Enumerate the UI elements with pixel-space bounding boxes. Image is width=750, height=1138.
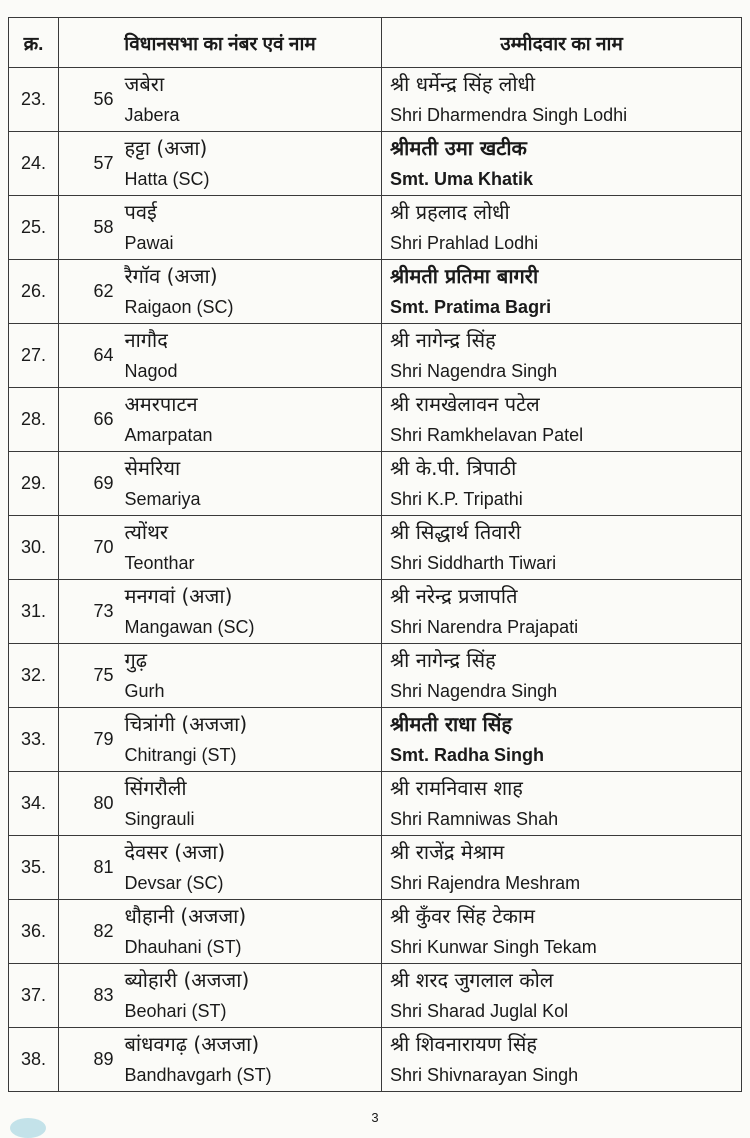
serial-number: 38. (9, 1028, 59, 1092)
constituency-name-english: Mangawan (SC) (124, 616, 255, 637)
candidate-name (382, 1028, 742, 1092)
constituency-name-english: Bandhavgarh (ST) (124, 1064, 272, 1085)
constituency-number: 79 (59, 708, 120, 772)
constituency-number: 66 (59, 388, 120, 452)
candidate-name-hindi: श्री राजेंद्र मेश्राम (390, 839, 505, 864)
table-row (9, 68, 742, 132)
candidate-name (382, 900, 742, 964)
table-row (9, 324, 742, 388)
candidate-name (382, 516, 742, 580)
candidate-name-english: Smt. Pratima Bagri (390, 296, 552, 317)
candidate-name-english: Shri Dharmendra Singh Lodhi (390, 104, 628, 125)
candidate-name-english: Shri Nagendra Singh (390, 360, 558, 381)
candidate-name-english: Shri K.P. Tripathi (390, 488, 523, 509)
table-row (9, 900, 742, 964)
candidate-list-table (8, 17, 742, 1092)
candidate-name-hindi: श्री सिद्धार्थ तिवारी (390, 519, 521, 544)
serial-number: 28. (9, 388, 59, 452)
constituency-name (120, 324, 382, 388)
constituency-name-hindi: पवई (124, 199, 157, 224)
table-row (9, 836, 742, 900)
constituency-number: 81 (59, 836, 120, 900)
candidate-name (382, 580, 742, 644)
candidate-name-hindi: श्री धर्मेन्द्र सिंह लोधी (390, 71, 536, 96)
candidate-name-hindi: श्री रामनिवास शाह (390, 775, 523, 800)
constituency-name-hindi: सेमरिया (124, 455, 181, 480)
candidate-name-english: Smt. Uma Khatik (390, 168, 534, 189)
serial-number: 35. (9, 836, 59, 900)
serial-number: 27. (9, 324, 59, 388)
constituency-name (120, 132, 382, 196)
constituency-name-english: Raigaon (SC) (124, 296, 234, 317)
constituency-name-hindi: त्योंथर (124, 519, 169, 544)
table-header-row (9, 18, 742, 68)
candidate-name-hindi: श्रीमती राधा सिंह (390, 711, 512, 736)
constituency-name (120, 964, 382, 1028)
constituency-name-english: Singrauli (124, 808, 195, 829)
constituency-name-english: Chitrangi (ST) (124, 744, 237, 765)
constituency-number: 56 (59, 68, 120, 132)
constituency-name-hindi: अमरपाटन (124, 391, 198, 416)
candidate-name-hindi: श्री नरेन्द्र प्रजापति (390, 583, 518, 608)
serial-number: 36. (9, 900, 59, 964)
serial-number: 31. (9, 580, 59, 644)
table-row (9, 260, 742, 324)
table-row (9, 196, 742, 260)
constituency-name-english: Dhauhani (ST) (124, 936, 242, 957)
candidate-name (382, 132, 742, 196)
candidate-name (382, 388, 742, 452)
candidate-name-hindi: श्री शरद जुगलाल कोल (390, 967, 554, 992)
constituency-name-english: Semariya (124, 488, 201, 509)
constituency-name-english: Amarpatan (124, 424, 213, 445)
candidate-name (382, 708, 742, 772)
header-constituency: विधानसभा का नंबर एवं नाम (59, 18, 382, 68)
constituency-name (120, 68, 382, 132)
constituency-number: 89 (59, 1028, 120, 1092)
serial-number: 26. (9, 260, 59, 324)
constituency-name (120, 836, 382, 900)
candidate-name (382, 68, 742, 132)
constituency-name-hindi: रैगॉव (अजा) (124, 263, 218, 288)
constituency-name (120, 900, 382, 964)
constituency-number: 70 (59, 516, 120, 580)
candidate-name (382, 836, 742, 900)
serial-number: 23. (9, 68, 59, 132)
constituency-name-hindi: हट्टा (अजा) (124, 135, 208, 160)
constituency-name (120, 388, 382, 452)
constituency-name-hindi: नागौद (124, 327, 168, 352)
constituency-number: 57 (59, 132, 120, 196)
candidate-name-english: Shri Nagendra Singh (390, 680, 558, 701)
constituency-name-hindi: बांधवगढ़ (अजजा) (124, 1031, 260, 1056)
table-row (9, 388, 742, 452)
candidate-name-english: Shri Rajendra Meshram (390, 872, 581, 893)
constituency-name (120, 260, 382, 324)
candidate-name-hindi: श्रीमती उमा खटीक (390, 135, 527, 160)
candidate-name-english: Shri Prahlad Lodhi (390, 232, 539, 253)
constituency-name (120, 772, 382, 836)
candidate-name (382, 324, 742, 388)
constituency-name (120, 196, 382, 260)
candidate-name-hindi: श्री प्रहलाद लोधी (390, 199, 510, 224)
constituency-name-english: Gurh (124, 680, 165, 701)
watermark-logo (10, 1118, 46, 1138)
constituency-name-hindi: धौहानी (अजजा) (124, 903, 247, 928)
constituency-name-english: Beohari (ST) (124, 1000, 227, 1021)
serial-number: 33. (9, 708, 59, 772)
candidate-name-hindi: श्री कुँवर सिंह टेकाम (390, 903, 535, 928)
candidate-name-english: Shri Kunwar Singh Tekam (390, 936, 597, 957)
candidate-name-english: Shri Narendra Prajapati (390, 616, 579, 637)
constituency-name-hindi: गुढ़ (124, 647, 148, 672)
constituency-name-english: Devsar (SC) (124, 872, 224, 893)
constituency-name (120, 580, 382, 644)
constituency-number: 73 (59, 580, 120, 644)
serial-number: 37. (9, 964, 59, 1028)
table-row (9, 772, 742, 836)
table-body (9, 68, 742, 1092)
constituency-number: 80 (59, 772, 120, 836)
constituency-name-english: Nagod (124, 360, 178, 381)
constituency-name-english: Jabera (124, 104, 180, 125)
serial-number: 25. (9, 196, 59, 260)
constituency-name (120, 1028, 382, 1092)
candidate-name-english: Shri Siddharth Tiwari (390, 552, 557, 573)
table-row (9, 132, 742, 196)
table-row (9, 580, 742, 644)
serial-number: 30. (9, 516, 59, 580)
candidate-name (382, 196, 742, 260)
candidate-name (382, 644, 742, 708)
table-row (9, 516, 742, 580)
candidate-name (382, 964, 742, 1028)
constituency-name-hindi: चित्रांगी (अजजा) (124, 711, 248, 736)
serial-number: 32. (9, 644, 59, 708)
constituency-number: 69 (59, 452, 120, 516)
constituency-number: 58 (59, 196, 120, 260)
serial-number: 34. (9, 772, 59, 836)
candidate-name-hindi: श्री नागेन्द्र सिंह (390, 647, 496, 672)
candidate-name (382, 260, 742, 324)
table-row (9, 708, 742, 772)
candidate-name (382, 772, 742, 836)
constituency-name (120, 708, 382, 772)
table-row (9, 452, 742, 516)
serial-number: 29. (9, 452, 59, 516)
constituency-name-english: Pawai (124, 232, 174, 253)
constituency-number: 83 (59, 964, 120, 1028)
constituency-name-english: Teonthar (124, 552, 195, 573)
constituency-name-hindi: सिंगरौली (124, 775, 187, 800)
page-number: 3 (371, 1110, 379, 1125)
table-row (9, 1028, 742, 1092)
candidate-name (382, 452, 742, 516)
constituency-name (120, 516, 382, 580)
constituency-number: 64 (59, 324, 120, 388)
candidate-name-hindi: श्री शिवनारायण सिंह (390, 1031, 537, 1056)
candidate-name-english: Shri Ramniwas Shah (390, 808, 559, 829)
candidate-name-english: Shri Ramkhelavan Patel (390, 424, 584, 445)
header-candidate: उम्मीदवार का नाम (382, 18, 742, 68)
candidate-name-hindi: श्रीमती प्रतिमा बागरी (390, 263, 539, 288)
constituency-name (120, 452, 382, 516)
constituency-name-english: Hatta (SC) (124, 168, 210, 189)
constituency-name (120, 644, 382, 708)
candidate-name-english: Shri Shivnarayan Singh (390, 1064, 579, 1085)
candidate-name-hindi: श्री रामखेलावन पटेल (390, 391, 540, 416)
header-serial: क्र. (9, 18, 59, 68)
candidate-name-english: Shri Sharad Juglal Kol (390, 1000, 569, 1021)
table-row (9, 644, 742, 708)
constituency-number: 62 (59, 260, 120, 324)
constituency-name-hindi: जबेरा (124, 71, 165, 96)
constituency-name-hindi: ब्योहारी (अजजा) (124, 967, 250, 992)
candidate-name-hindi: श्री नागेन्द्र सिंह (390, 327, 496, 352)
serial-number: 24. (9, 132, 59, 196)
constituency-name-hindi: मनगवां (अजा) (124, 583, 233, 608)
table-row (9, 964, 742, 1028)
constituency-number: 75 (59, 644, 120, 708)
candidate-name-hindi: श्री के.पी. त्रिपाठी (390, 455, 517, 480)
constituency-number: 82 (59, 900, 120, 964)
constituency-name-hindi: देवसर (अजा) (124, 839, 226, 864)
candidate-name-english: Smt. Radha Singh (390, 744, 545, 765)
